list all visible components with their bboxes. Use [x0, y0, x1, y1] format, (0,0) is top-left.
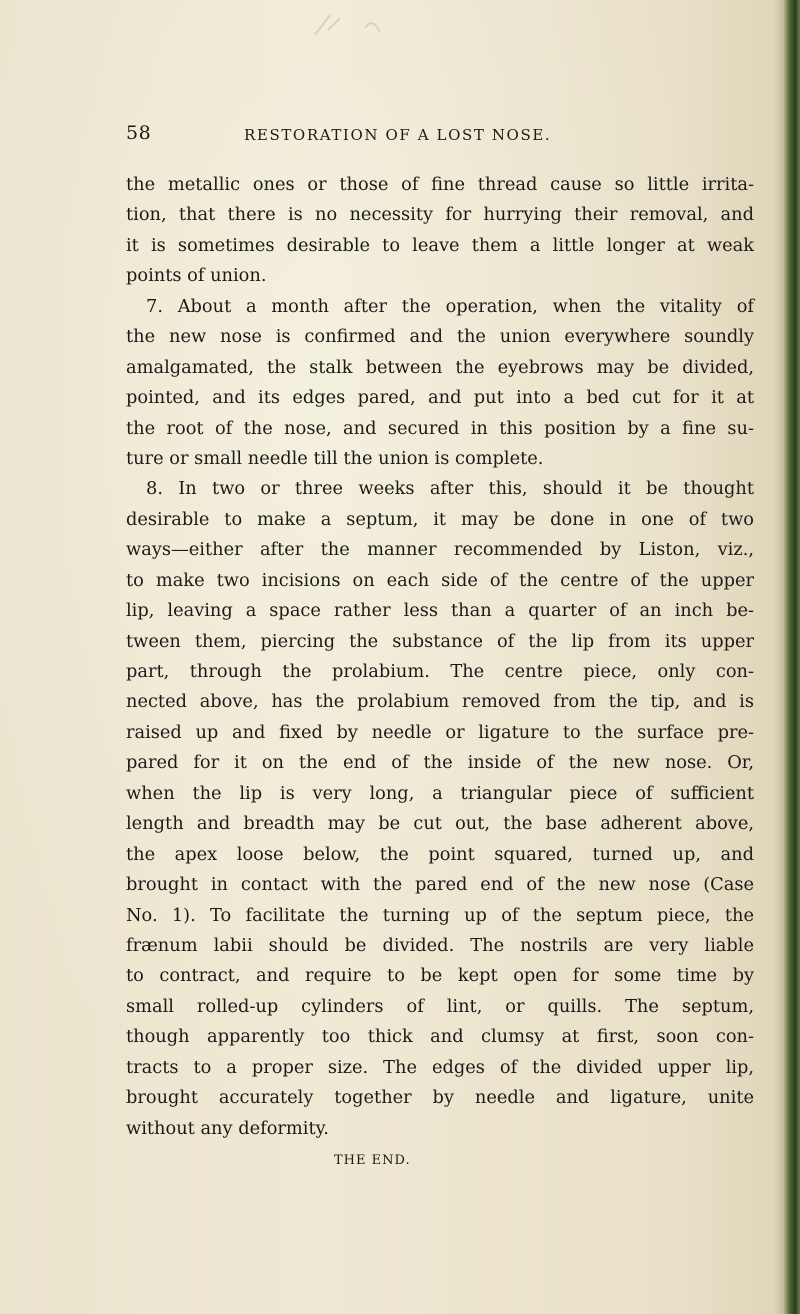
text-line: part, through the prolabium. The centre piece, only con-	[126, 661, 754, 682]
text-line: small rolled-up cylinders of lint, or quills. The septum,	[126, 995, 754, 1017]
text-line: length and breadth may be cut out, the base adherent above,	[126, 813, 754, 835]
text-line: ways—either after the manner recommended by Liston, viz.,	[126, 539, 754, 561]
text-line: to make two incisions on each side of the centre of the upper	[126, 569, 754, 591]
text-line: points of union.	[126, 265, 267, 287]
text-line: when the lip is very long, a triangular piece of sufficient	[126, 782, 754, 804]
text-line: the new nose is confirmed and the union everywhere soundly	[126, 326, 754, 348]
text-line: pointed, and its edges pared, and put into a bed cut for it at	[126, 387, 754, 409]
text-line: without any deformity.	[126, 1117, 329, 1139]
text-line: it is sometimes desirable to leave them a little longer at weak	[126, 234, 754, 256]
text-line: the metallic ones or those of fine thread cause so little irrita-	[126, 174, 754, 195]
text-line: tween them, piercing the substance of the lip from its upper	[126, 630, 754, 652]
text-line: nected above, has the prolabium removed from the tip, and is	[126, 691, 754, 713]
text-line: amalgamated, the stalk between the eyebrows may be divided,	[126, 356, 754, 378]
text-line: brought accurately together by needle and ligature, unite	[126, 1087, 754, 1109]
the-end-label: THE END.	[334, 1153, 411, 1168]
text-line: raised up and fixed by needle or ligature to the surface pre-	[126, 721, 754, 743]
text-line: the root of the nose, and secured in this position by a fine su-	[126, 417, 754, 439]
book-binding-edge	[784, 0, 800, 1314]
text-line: brought in contact with the pared end of the new nose (Case	[126, 874, 754, 896]
text-line: desirable to make a septum, it may be done in one of two	[126, 508, 754, 530]
text-line: lip, leaving a space rather less than a quarter of an inch be-	[126, 600, 754, 622]
text-line: frænum labii should be divided. The nostrils are very liable	[126, 934, 754, 956]
body-text	[126, 170, 754, 1144]
text-line: ture or small needle till the union is complete.	[126, 447, 544, 469]
text-line: 7. About a month after the operation, when the vitality of	[146, 295, 754, 317]
text-line: 8. In two or three weeks after this, should it be thought	[146, 478, 754, 500]
text-line: No. 1). To facilitate the turning up of the septum piece, the	[126, 904, 754, 926]
text-line: tion, that there is no necessity for hurrying their removal, and	[126, 204, 754, 226]
text-line: tracts to a proper size. The edges of the divided upper lip,	[126, 1056, 754, 1078]
page-number: 58	[126, 122, 152, 144]
faint-ink-mark	[310, 10, 390, 40]
text-line: pared for it on the end of the inside of the new nose. Or,	[126, 752, 754, 774]
running-head: RESTORATION OF A LOST NOSE.	[244, 126, 552, 144]
text-line: though apparently too thick and clumsy at first, soon con-	[126, 1026, 754, 1048]
text-line: to contract, and require to be kept open for some time by	[126, 965, 754, 987]
binding-shadow	[774, 0, 784, 1314]
text-line: the apex loose below, the point squared, turned up, and	[126, 843, 754, 865]
